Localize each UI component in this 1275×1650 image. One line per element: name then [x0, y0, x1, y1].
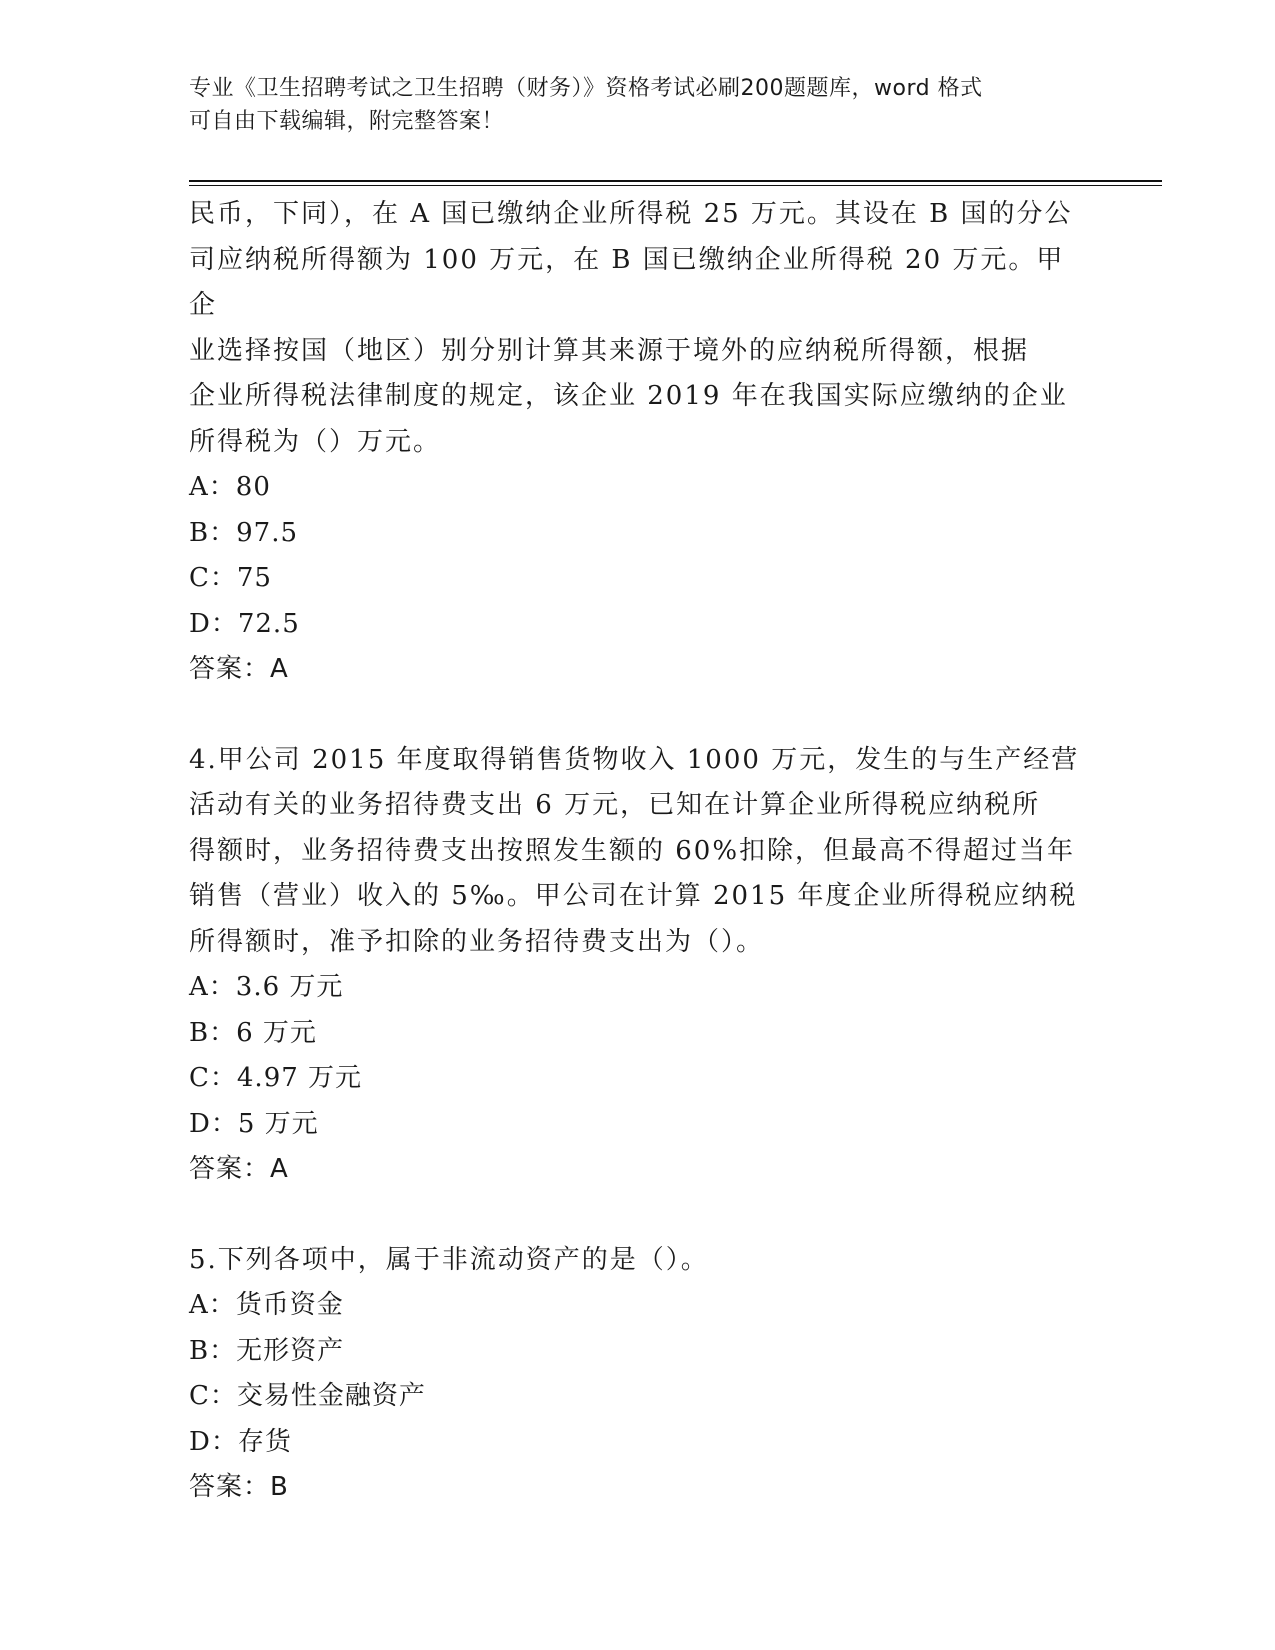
question-4-line-4: 销售（营业）收入的 5‰。甲公司在计算 2015 年度企业所得税应纳税 — [189, 881, 1078, 911]
question-4-line-2: 活动有关的业务招待费支出 6 万元，已知在计算企业所得税应纳税所 — [189, 790, 1041, 820]
question-3 — [189, 192, 1089, 693]
question-3-option-b: B：97.5 — [189, 517, 298, 548]
question-3-line-1: 民币，下同），在 A 国已缴纳企业所得税 25 万元。其设在 B 国的分公 — [189, 199, 1073, 229]
question-spacer — [189, 1193, 1089, 1238]
question-3-line-5: 所得税为（）万元。 — [189, 426, 442, 457]
question-4-line-1: 4.甲公司 2015 年度取得销售货物收入 1000 万元，发生的与生产经营 — [189, 744, 1080, 775]
question-3-line-4: 企业所得税法律制度的规定，该企业 2019 年在我国实际应缴纳的企业 — [189, 381, 1068, 411]
document-header — [189, 72, 1089, 138]
question-3-answer: 答案：A — [189, 654, 289, 684]
question-3-line-3: 业选择按国（地区）别分别计算其来源于境外的应纳税所得额，根据 — [189, 335, 1030, 366]
question-3-option-c: C：75 — [189, 563, 272, 593]
question-5-option-b: B：无形资产 — [189, 1335, 345, 1366]
question-5-answer: 答案：B — [189, 1472, 289, 1502]
question-3-line-2: 司应纳税所得额为 100 万元，在 B 国已缴纳企业所得税 20 万元。甲企 — [189, 244, 1065, 320]
question-content — [189, 192, 1089, 1511]
question-5-option-c: C：交易性金融资产 — [189, 1381, 426, 1411]
question-5 — [189, 1238, 1089, 1511]
question-3-option-a: A：80 — [189, 472, 271, 502]
question-4-answer: 答案：A — [189, 1154, 289, 1184]
question-5-line-1: 5.下列各项中，属于非流动资产的是（）。 — [189, 1244, 709, 1275]
question-4-line-3: 得额时，业务招待费支出按照发生额的 60%扣除，但最高不得超过当年 — [189, 835, 1076, 866]
question-4-option-a: A：3.6 万元 — [189, 972, 344, 1002]
header-line-1: 专业《卫生招聘考试之卫生招聘（财务）》资格考试必刷200题题库，word 格式 — [189, 76, 983, 101]
question-4-option-c: C：4.97 万元 — [189, 1063, 363, 1093]
question-5-option-d: D：存货 — [189, 1426, 292, 1457]
question-spacer — [189, 693, 1089, 738]
header-line-2: 可自由下载编辑，附完整答案！ — [189, 109, 505, 134]
question-4-option-d: D：5 万元 — [189, 1108, 319, 1139]
question-5-option-a: A：货币资金 — [189, 1290, 344, 1320]
header-divider-thin — [189, 185, 1162, 186]
question-4-option-b: B：6 万元 — [189, 1017, 317, 1048]
question-3-option-d: D：72.5 — [189, 608, 300, 639]
question-4-line-5: 所得额时，准予扣除的业务招待费支出为（）。 — [189, 926, 765, 957]
header-divider-thick — [189, 180, 1162, 182]
question-4 — [189, 738, 1089, 1193]
